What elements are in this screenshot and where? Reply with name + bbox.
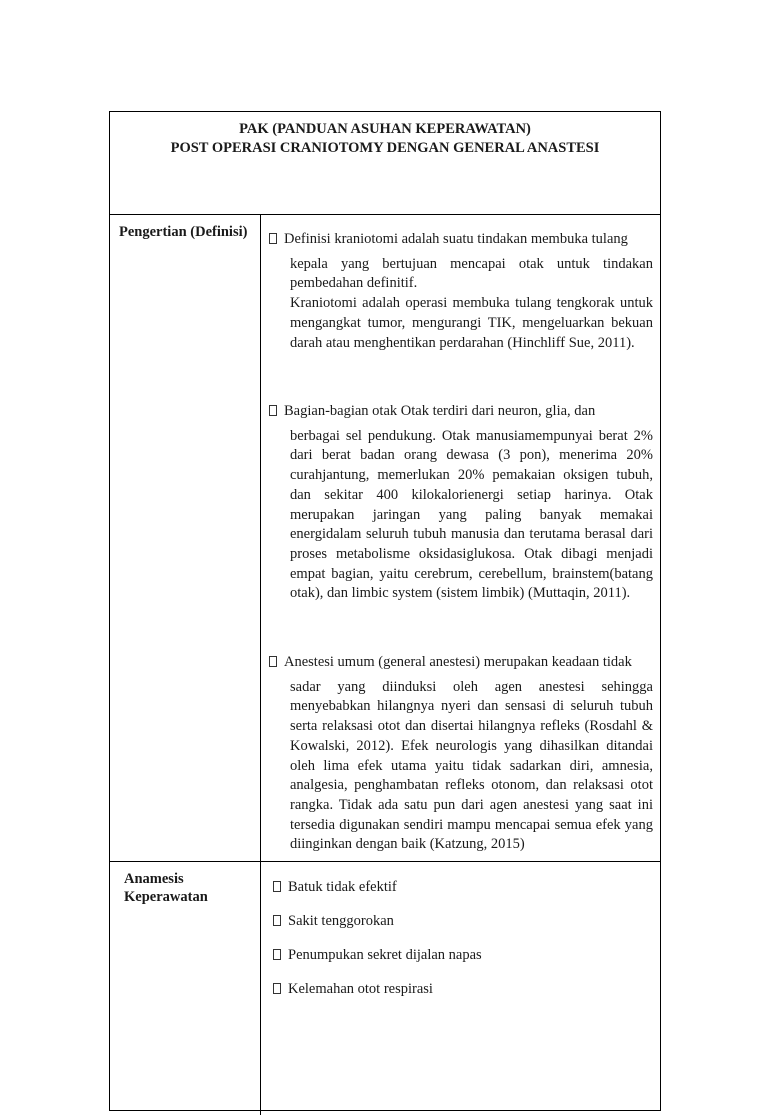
pengertian-label: Pengertian (Definisi) <box>119 224 248 240</box>
document-title-line-1: PAK (PANDUAN ASUHAN KEPERAWATAN) <box>239 121 531 137</box>
row-divider <box>110 861 660 862</box>
bullet-icon <box>273 983 281 994</box>
anamesis-label <box>124 870 208 906</box>
list-item-text: Batuk tidak efektif <box>288 879 397 895</box>
anamesis-label-line-1: Anamesis <box>124 871 184 887</box>
paragraph-body: berbagai sel pendukung. Otak manusiamempunyai berat 2% dari berat badan orang dewasa (3 pon), menerima 20% curahjantung, memerlukan 20% pemakaian oksigen tubuh, dan sekitar 400 kilokalorienergi setiap harinya. Otak merupakan jaringan yang paling banyak memakai energidalam seluruh tubuh manusia dan terutama berasal dari proses metabolisme oksidasiglukosa. Otak dibagi menjadi empat bagian, yaitu cerebrum, cerebellum, brainstem(batang otak), dan limbic system (sistem limbik) (Muttaqin, 2011). <box>290 427 653 602</box>
bullet-icon <box>273 881 281 892</box>
document-table <box>109 111 661 1111</box>
definition-paragraph-otak <box>269 402 653 604</box>
anamesis-label-line-2: Keperawatan <box>124 889 208 905</box>
list-item <box>273 980 433 998</box>
paragraph-body: sadar yang diinduksi oleh agen anestesi sehingga menyebabkan hilangnya nyeri dan sensasi di seluruh tubuh serta relaksasi otot dan disertai hilangnya refleks (Rosdahl & Kowalski, 2012). Efek neurologis yang dihasilkan ditandai oleh lima efek utama yaitu tidak sadarkan diri, amnesia, analgesia, penghambatan refleks otonom, dan relaksasi otot rangka. Tidak ada satu pun dari agen anestesi yang saat ini tersedia digunakan sendiri mampu mencapai semua efek yang diinginkan dengan baik (Katzung, 2015) <box>290 678 653 853</box>
paragraph-body: kepala yang bertujuan mencapai otak untuk tindakan pembedahan definitif. <box>290 255 653 292</box>
list-item <box>273 878 397 896</box>
paragraph-first-line: Definisi kraniotomi adalah suatu tindakan membuka tulang <box>284 231 628 247</box>
paragraph-body-continued: Kraniotomi adalah operasi membuka tulang tengkorak untuk mengangkat tumor, mengurangi TIK, mengeluarkan bekuan darah atau menghentikan perdarahan (Hinchliff Sue, 2011). <box>290 295 653 351</box>
list-item <box>273 946 482 964</box>
list-item-text: Penumpukan sekret dijalan napas <box>288 947 482 963</box>
paragraph-first-line: Anestesi umum (general anestesi) merupakan keadaan tidak <box>284 654 632 670</box>
bullet-icon <box>269 233 277 244</box>
bullet-icon <box>273 949 281 960</box>
list-item-text: Kelemahan otot respirasi <box>288 981 433 997</box>
list-item-text: Sakit tenggorokan <box>288 913 394 929</box>
column-divider <box>260 215 261 1115</box>
definition-paragraph-kraniotomi <box>269 230 653 353</box>
definition-paragraph-anestesi <box>269 653 653 855</box>
bullet-icon <box>273 915 281 926</box>
table-header <box>110 112 660 215</box>
document-title-line-2: POST OPERASI CRANIOTOMY DENGAN GENERAL ANASTESI <box>170 140 600 156</box>
paragraph-first-line: Bagian-bagian otak Otak terdiri dari neuron, glia, dan <box>284 403 596 419</box>
bullet-icon <box>269 656 277 667</box>
list-item <box>273 912 394 930</box>
bullet-icon <box>269 405 277 416</box>
